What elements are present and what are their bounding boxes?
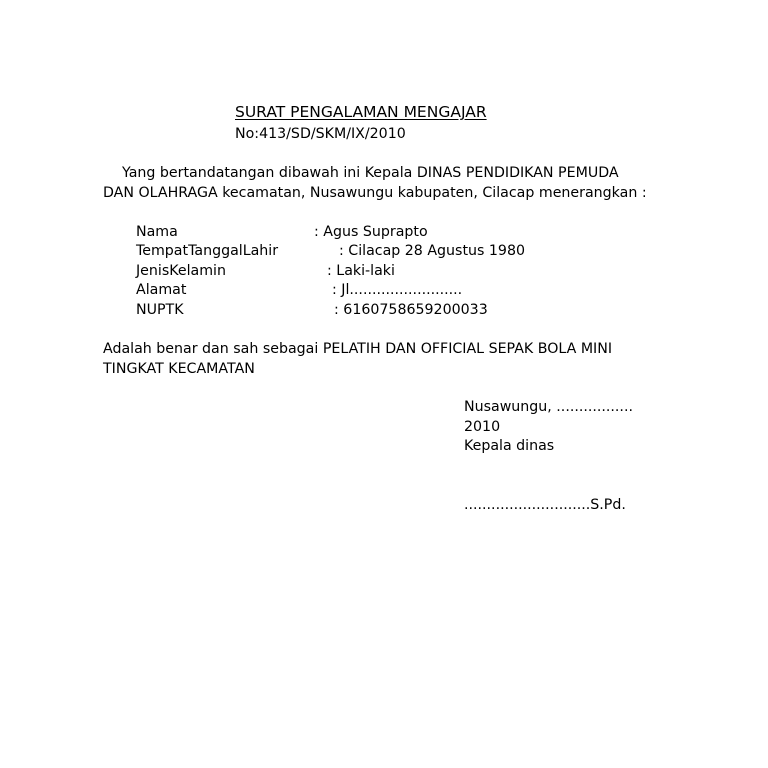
statement-line-2: TINGKAT KECAMATAN	[103, 361, 255, 377]
field-label-tempat-tanggal-lahir: TempatTanggalLahir	[136, 243, 279, 259]
signature-role: Kepala dinas	[464, 438, 555, 454]
field-label-nuptk: NUPTK	[136, 302, 184, 318]
field-value-nuptk: : 6160758659200033	[334, 302, 488, 318]
intro-line-2: DAN OLAHRAGA kecamatan, Nusawungu kabupaten, Cilacap menerangkan :	[103, 185, 647, 201]
field-label-jenis-kelamin: JenisKelamin	[136, 263, 226, 279]
document-title: SURAT PENGALAMAN MENGAJAR	[235, 103, 487, 121]
intro-line-1: Yang bertandatangan dibawah ini Kepala DINAS PENDIDIKAN PEMUDA	[122, 165, 619, 181]
field-label-nama: Nama	[136, 224, 178, 240]
statement-line-1: Adalah benar dan sah sebagai PELATIH DAN OFFICIAL SEPAK BOLA MINI	[103, 341, 613, 357]
signature-name: ............................S.Pd.	[464, 497, 626, 513]
field-value-nama: : Agus Suprapto	[314, 224, 428, 240]
field-label-alamat: Alamat	[136, 282, 187, 298]
document-number: No:413/SD/SKM/IX/2010	[235, 126, 406, 142]
signature-place-date: Nusawungu, .................	[464, 399, 633, 415]
field-value-jenis-kelamin: : Laki-laki	[327, 263, 395, 279]
signature-year: 2010	[464, 419, 501, 435]
field-value-alamat: : Jl.........................	[332, 282, 463, 298]
field-value-tempat-tanggal-lahir: : Cilacap 28 Agustus 1980	[339, 243, 526, 259]
